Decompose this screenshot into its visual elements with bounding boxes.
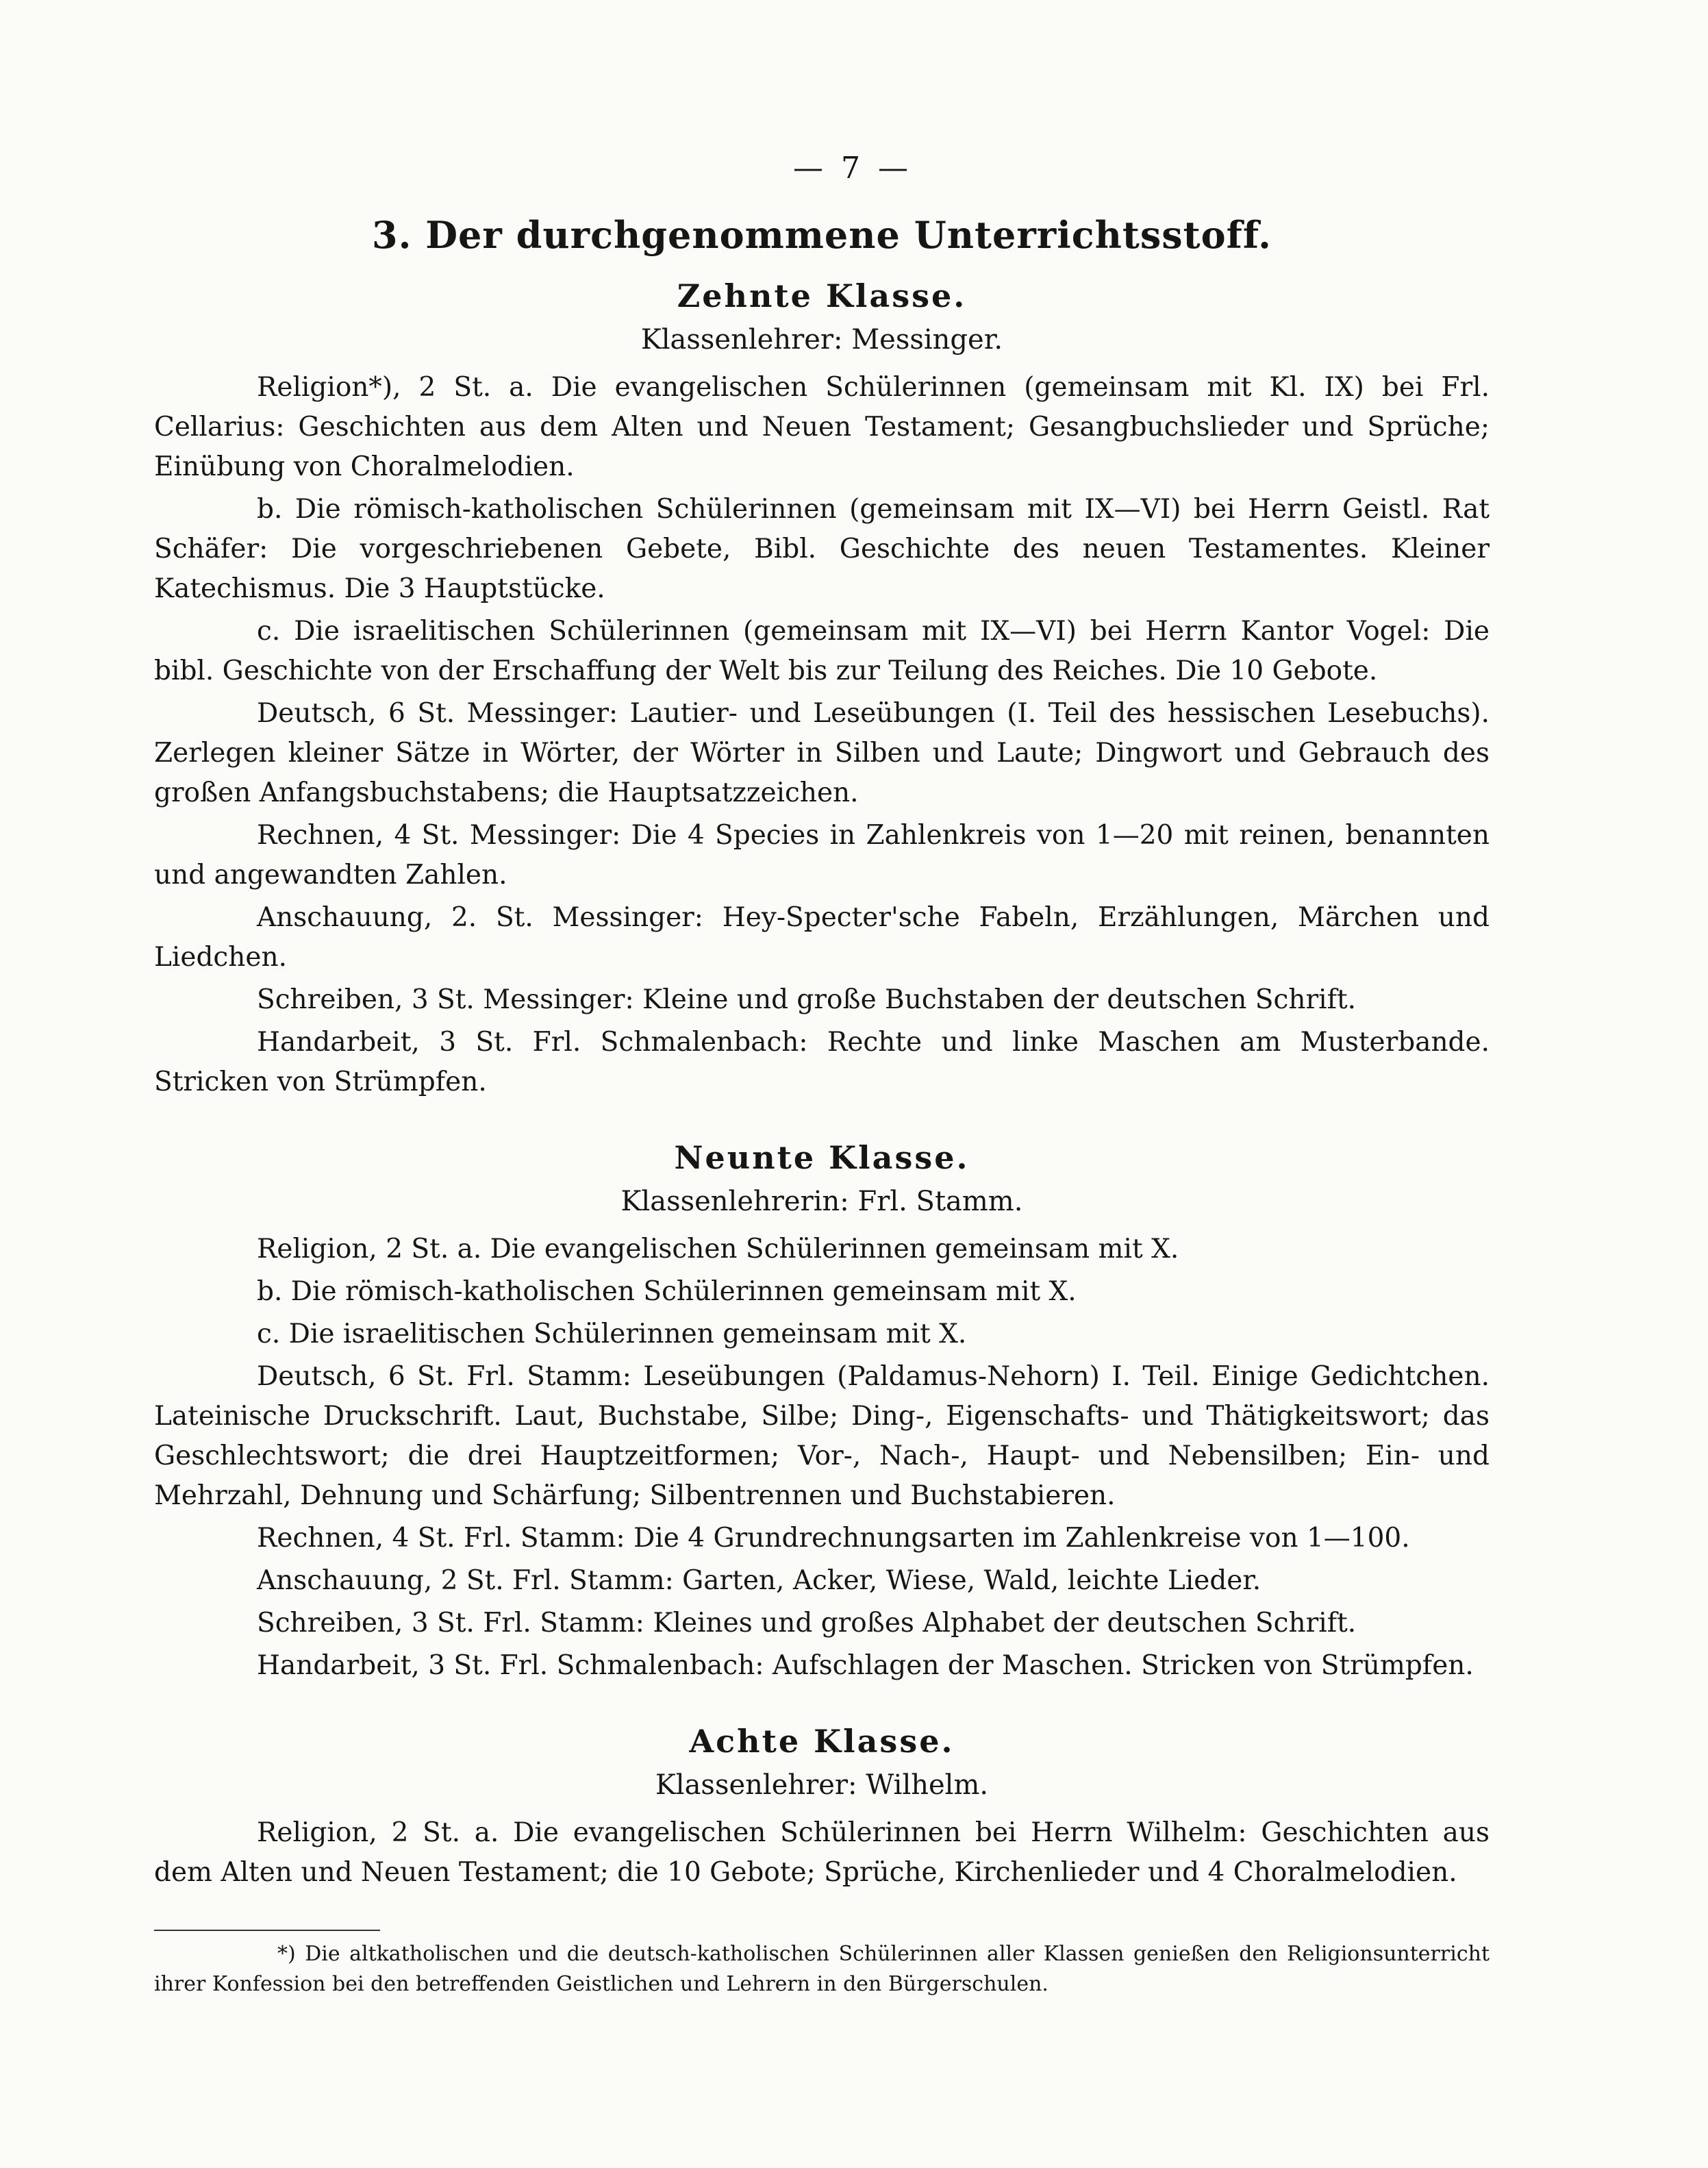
subject-paragraph: Deutsch, 6 St. Frl. Stamm: Leseübungen (Paldamus-Nehorn) I. Teil. Einige Gedichtchen. Lateinische Druckschrift. Laut, Buchstabe, Silbe; Ding-, Eigenschafts- und Thätigkeitswort; das Geschlechtswort; die drei Hauptzeitformen; Vor-, Nach-, Haupt- und Nebensilben; Ein- und Mehrzahl, Dehnung und Schärfung; Silbentrennen und Buchstabieren. (154, 1361, 1490, 1511)
class-section-ninth (154, 1139, 1490, 1686)
class-section-eighth (154, 1723, 1490, 1893)
page-number: — 7 — (793, 151, 912, 186)
subject-paragraph: Rechnen, 4 St. Messinger: Die 4 Species in Zahlenkreis von 1—20 mit reinen, benannten und angewandten Zahlen. (154, 820, 1490, 890)
subject-paragraph: Religion*), 2 St. a. Die evangelischen Schülerinnen (gemeinsam mit Kl. IX) bei Frl. Cellarius: Geschichten aus dem Alten und Neuen Testament; Gesangbuchslieder und Sprüche; Einübung von Choralmelodien. (154, 372, 1490, 482)
class-title: Zehnte Klasse. (677, 277, 967, 314)
footnote-divider (154, 1930, 380, 1931)
subject-paragraph: b. Die römisch-katholischen Schülerinnen (gemeinsam mit IX—VI) bei Herrn Geistl. Rat Schäfer: Die vorgeschriebenen Gebete, Bibl. Geschichte des neuen Testamentes. Kleiner Katechismus. Die 3 Hauptstücke. (154, 494, 1490, 604)
subject-paragraph: Handarbeit, 3 St. Frl. Schmalenbach: Rechte und linke Maschen am Musterbande. Stricken von Strümpfen. (154, 1027, 1490, 1097)
subject-paragraph: c. Die israelitischen Schülerinnen gemeinsam mit X. (257, 1319, 967, 1349)
subject-paragraph: Rechnen, 4 St. Frl. Stamm: Die 4 Grundrechnungsarten im Zahlenkreise von 1—100. (257, 1523, 1410, 1554)
subject-paragraph: Handarbeit, 3 St. Frl. Schmalenbach: Aufschlagen der Maschen. Stricken von Strümpfen. (257, 1650, 1474, 1681)
spacer (154, 1105, 1490, 1134)
class-teacher: Klassenlehrerin: Frl. Stamm. (620, 1186, 1023, 1217)
subject-paragraph: Anschauung, 2. St. Messinger: Hey-Specter'sche Fabeln, Erzählungen, Märchen und Liedchen. (154, 902, 1490, 973)
subject-paragraph: Anschauung, 2 St. Frl. Stamm: Garten, Acker, Wiese, Wald, leichte Lieder. (257, 1565, 1261, 1596)
class-teacher: Klassenlehrer: Wilhelm. (655, 1769, 989, 1801)
section-title: 3. Der durchgenommene Unterrichtsstoff. (372, 213, 1272, 257)
class-section-tenth (154, 277, 1490, 1102)
subject-paragraph: Schreiben, 3 St. Frl. Stamm: Kleines und großes Alphabet der deutschen Schrift. (257, 1608, 1357, 1639)
subject-paragraph: Deutsch, 6 St. Messinger: Lautier- und Leseübungen (I. Teil des hessischen Lesebuchs). Zerlegen kleiner Sätze in Wörter, der Wörter in Silben und Laute; Dingwort und Gebrauch des großen Anfangsbuchstabens; die Hauptsatzzeichen. (154, 698, 1490, 808)
subject-paragraph: Religion, 2 St. a. Die evangelischen Schülerinnen gemeinsam mit X. (257, 1234, 1179, 1264)
class-title: Neunte Klasse. (674, 1139, 970, 1176)
footnote: *) Die altkatholischen und die deutsch-katholischen Schülerinnen aller Klassen genießen den Religionsunterricht ihrer Konfession bei den betreffenden Geistlichen und Lehrern in den Bürgerschulen. (154, 1942, 1490, 1996)
class-teacher: Klassenlehrer: Messinger. (640, 324, 1003, 356)
subject-paragraph: c. Die israelitischen Schülerinnen (gemeinsam mit IX—VI) bei Herrn Kantor Vogel: Die bibl. Geschichte von der Erschaffung der Welt bis zur Teilung des Reiches. Die 10 Gebote. (154, 616, 1490, 686)
subject-paragraph: b. Die römisch-katholischen Schülerinnen gemeinsam mit X. (257, 1276, 1077, 1307)
class-title: Achte Klasse. (689, 1723, 955, 1760)
subject-paragraph: Religion, 2 St. a. Die evangelischen Schülerinnen bei Herrn Wilhelm: Geschichten aus dem Alten und Neuen Testament; die 10 Gebote; Sprüche, Kirchenlieder und 4 Choralmelodien. (154, 1817, 1490, 1888)
document-page (154, 151, 1490, 2002)
spacer (154, 1689, 1490, 1717)
subject-paragraph: Schreiben, 3 St. Messinger: Kleine und große Buchstaben der deutschen Schrift. (257, 984, 1357, 1015)
